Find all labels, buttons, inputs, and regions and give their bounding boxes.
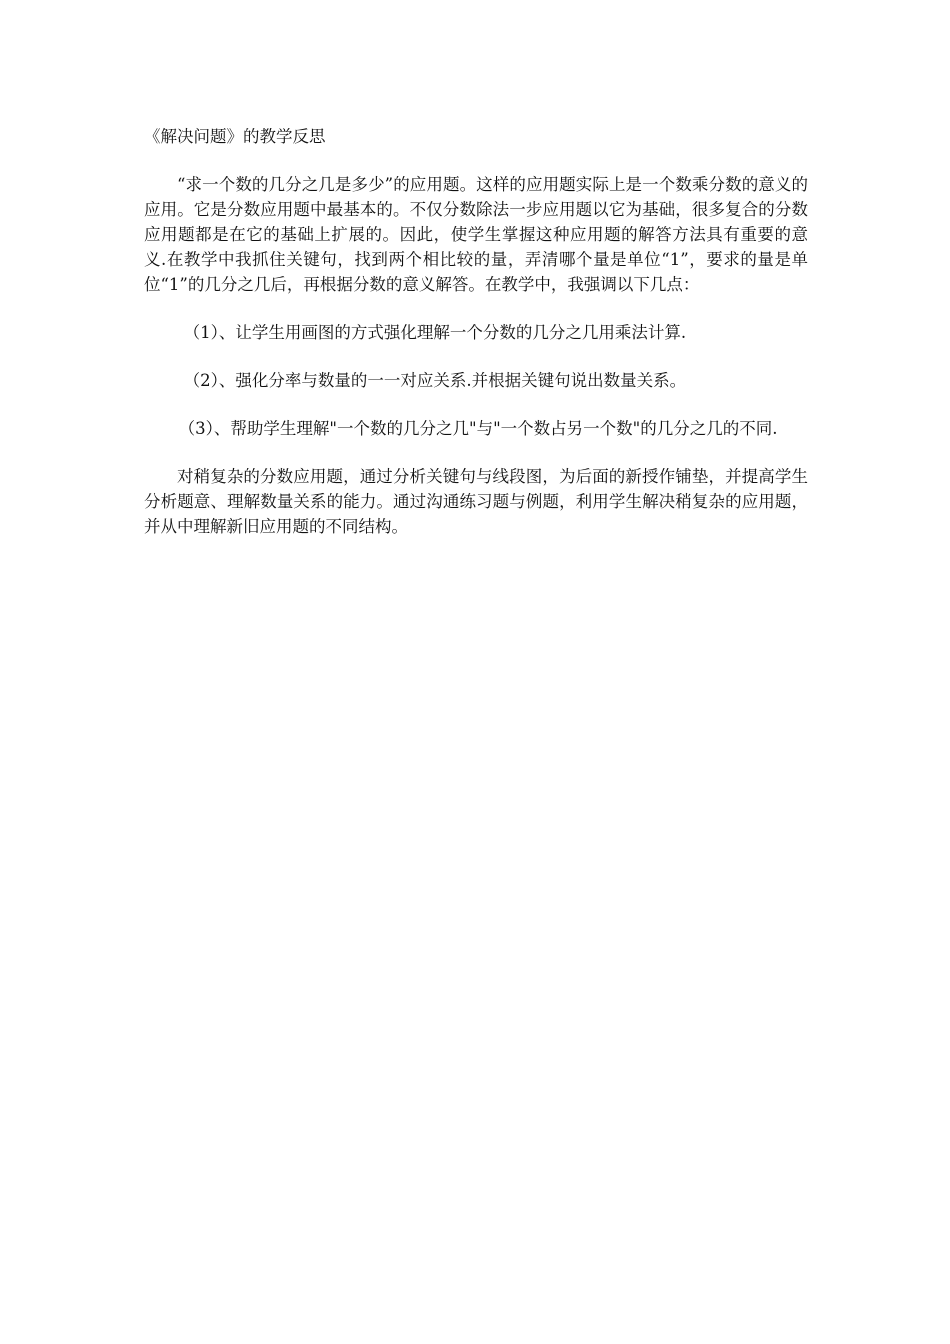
document-title: 《解决问题》的教学反思: [144, 127, 326, 146]
teaching-point-3: （3）、帮助学生理解"一个数的几分之几"与"一个数占另一个数"的几分之几的不同.: [178, 419, 778, 438]
closing-paragraph: 对稍复杂的分数应用题，通过分析关键句与线段图，为后面的新授作铺垫，并提高学生分析题意、理解数量关系的能力。通过沟通练习题与例题，利用学生解决稍复杂的应用题，并从中理解新旧应用题的不同结构。: [144, 467, 808, 536]
teaching-point-1: （1）、让学生用画图的方式强化理解一个分数的几分之几用乘法计算.: [183, 323, 687, 342]
intro-paragraph: “求一个数的几分之几是多少”的应用题。这样的应用题实际上是一个数乘分数的意义的应用。它是分数应用题中最基本的。不仅分数除法一步应用题以它为基础，很多复合的分数应用题都是在它的基础上扩展的。因此，使学生掌握这种应用题的解答方法具有重要的意义.在教学中我抓住关键句，找到两个相比较的量，弄清哪个量是单位“1”，要求的量是单位“1”的几分之几后，再根据分数的意义解答。在教学中，我强调以下几点：: [144, 175, 808, 294]
teaching-point-2: （2）、强化分率与数量的一一对应关系.并根据关键句说出数量关系。: [183, 371, 687, 390]
document-body: [144, 124, 808, 562]
